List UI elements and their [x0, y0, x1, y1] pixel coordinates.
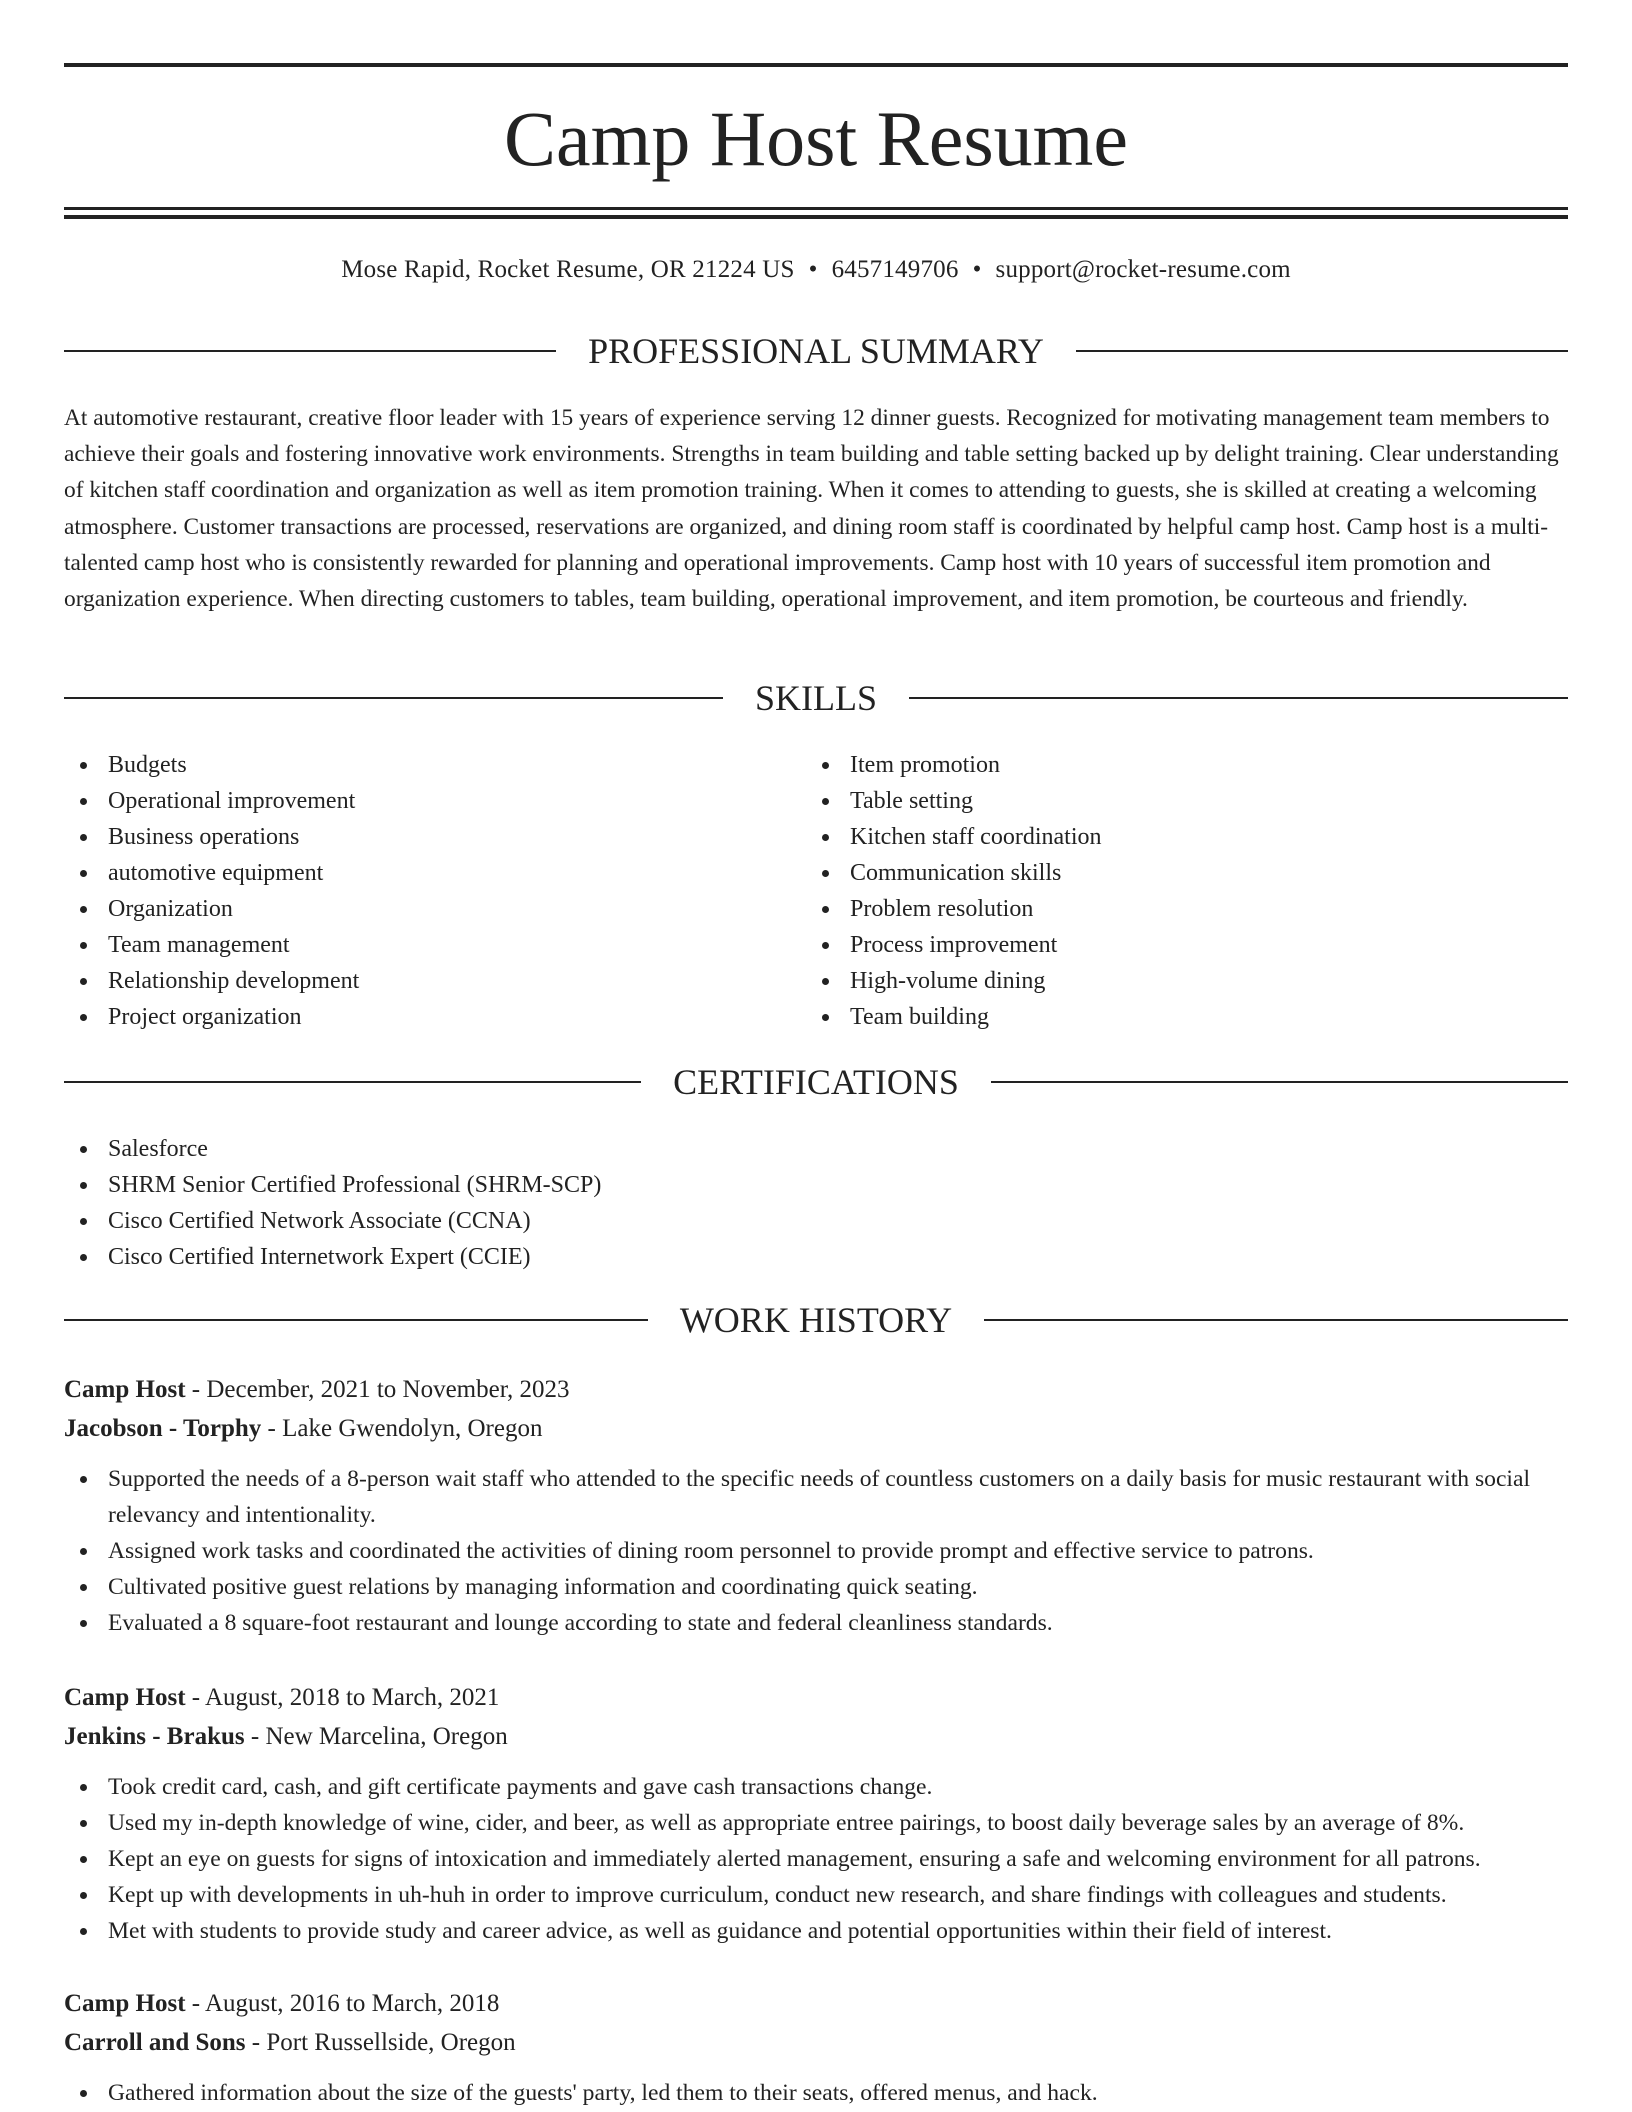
certification-item: Salesforce	[64, 1131, 1568, 1167]
job-company: Jenkins - Brakus	[64, 1723, 245, 1750]
job-duty: Kept an eye on guests for signs of intoxication and immediately alerted management, ensuring a safe and welcoming environment for all patrons.	[64, 1841, 1568, 1877]
job-company-line	[64, 1717, 1568, 1756]
heading-rule-right	[991, 1081, 1568, 1083]
job-title-line	[64, 1984, 1568, 2023]
summary-heading-label: PROFESSIONAL SUMMARY	[588, 331, 1044, 371]
job-entry	[64, 1678, 1568, 1949]
certifications-list	[64, 1131, 1568, 1275]
job-duty: Took credit card, cash, and gift certificate payments and gave cash transactions change.	[64, 1769, 1568, 1805]
work-history-heading	[64, 1298, 1568, 1342]
skill-item: Project organization	[64, 999, 804, 1035]
skill-item: automotive equipment	[64, 855, 804, 891]
job-title-line	[64, 1370, 1568, 1409]
skill-item: Communication skills	[806, 855, 1566, 891]
resume-title: Camp Host Resume	[504, 95, 1128, 182]
summary-heading	[64, 329, 1568, 373]
job-location: - Lake Gwendolyn, Oregon	[261, 1415, 543, 1442]
job-company-line	[64, 2023, 1568, 2062]
job-duty: Kept up with developments in uh-huh in order to improve curriculum, conduct new research, and share findings with colleagues and students.	[64, 1877, 1568, 1913]
heading-rule-left	[64, 1081, 641, 1083]
job-company: Carroll and Sons	[64, 2029, 246, 2056]
summary-text: At automotive restaurant, creative floor leader with 15 years of experience serving 12 dinner guests. Recognized for motivating management team members to achieve their goals and fostering innovative work environments. Strengths in team building and table setting backed up by delight training. Clear understanding of kitchen staff coordination and organization as well as item promotion training. When it comes to attending to guests, she is skilled at creating a welcoming atmosphere. Customer transactions are processed, reservations are organized, and dining room staff is coordinated by helpful camp host. Camp host is a multi-talented camp host who is consistently rewarded for planning and operational improvements. Camp host with 10 years of successful item promotion and organization experience. When directing customers to tables, team building, operational improvement, and item promotion, be courteous and friendly.	[64, 405, 1559, 613]
skill-item: Business operations	[64, 819, 804, 855]
job-dates: - August, 2018 to March, 2021	[185, 1684, 500, 1711]
skill-item: Relationship development	[64, 963, 804, 999]
job-entry	[64, 1370, 1568, 1641]
heading-rule-right	[984, 1319, 1568, 1321]
contact-phone: 6457149706	[831, 256, 959, 283]
work-history-heading-label: WORK HISTORY	[679, 1300, 953, 1340]
contact-separator: •	[808, 256, 818, 283]
skill-item: Budgets	[64, 747, 804, 783]
skill-item: Team management	[64, 927, 804, 963]
job-location: - Port Russellside, Oregon	[245, 2029, 516, 2056]
job-duty: Supported the needs of a 8-person wait staff who attended to the specific needs of countless customers on a daily basis for music restaurant with social relevancy and intentionality.	[64, 1461, 1568, 1533]
title-rule-upper	[64, 207, 1568, 210]
job-duty: Evaluated a 8 square-foot restaurant and lounge according to state and federal cleanliness standards.	[64, 1605, 1568, 1641]
job-duty: Met with students to provide study and career advice, as well as guidance and potential opportunities within their field of interest.	[64, 1913, 1568, 1949]
skill-item: Table setting	[806, 783, 1566, 819]
job-company: Jacobson - Torphy	[64, 1415, 262, 1442]
contact-line	[64, 252, 1568, 288]
skill-item: Kitchen staff coordination	[806, 819, 1566, 855]
job-duties-list	[64, 2075, 1568, 2111]
certifications-heading-label: CERTIFICATIONS	[673, 1062, 959, 1102]
job-duty: Gathered information about the size of the guests' party, led them to their seats, offered menus, and hack.	[64, 2075, 1568, 2111]
job-dates: - December, 2021 to November, 2023	[185, 1376, 570, 1403]
skills-list-left	[64, 747, 804, 1035]
job-entry	[64, 1984, 1568, 2111]
certification-item: Cisco Certified Network Associate (CCNA)	[64, 1203, 1568, 1239]
heading-rule-right	[1076, 350, 1568, 352]
title-rule-lower	[64, 215, 1568, 219]
skills-heading	[64, 676, 1568, 720]
heading-rule-left	[64, 350, 556, 352]
heading-rule-left	[64, 697, 723, 699]
skills-heading-label: SKILLS	[755, 678, 878, 718]
heading-rule-right	[909, 697, 1568, 699]
contact-address: Mose Rapid, Rocket Resume, OR 21224 US	[341, 256, 795, 283]
heading-rule-left	[64, 1319, 648, 1321]
skill-item: Item promotion	[806, 747, 1566, 783]
certification-item: Cisco Certified Internetwork Expert (CCIE)	[64, 1239, 1568, 1275]
contact-separator: •	[972, 256, 982, 283]
skill-item: Process improvement	[806, 927, 1566, 963]
job-duty: Assigned work tasks and coordinated the activities of dining room personnel to provide prompt and effective service to patrons.	[64, 1533, 1568, 1569]
job-title: Camp Host	[64, 1376, 186, 1403]
job-duty: Used my in-depth knowledge of wine, cider, and beer, as well as appropriate entree pairings, to boost daily beverage sales by an average of 8%.	[64, 1805, 1568, 1841]
skills-list-right	[806, 747, 1566, 1035]
job-title-line	[64, 1678, 1568, 1717]
skill-item: Organization	[64, 891, 804, 927]
job-duties-list	[64, 1461, 1568, 1641]
skill-item: Problem resolution	[806, 891, 1566, 927]
skill-item: Operational improvement	[64, 783, 804, 819]
certifications-heading	[64, 1060, 1568, 1104]
job-title: Camp Host	[64, 1990, 186, 2017]
top-rule	[64, 63, 1568, 67]
job-duty: Cultivated positive guest relations by managing information and coordinating quick seating.	[64, 1569, 1568, 1605]
job-duties-list	[64, 1769, 1568, 1949]
certification-item: SHRM Senior Certified Professional (SHRM-SCP)	[64, 1167, 1568, 1203]
job-dates: - August, 2016 to March, 2018	[185, 1990, 500, 2017]
job-title: Camp Host	[64, 1684, 186, 1711]
skill-item: High-volume dining	[806, 963, 1566, 999]
skill-item: Team building	[806, 999, 1566, 1035]
contact-email: support@rocket-resume.com	[995, 256, 1291, 283]
job-location: - New Marcelina, Oregon	[244, 1723, 508, 1750]
job-company-line	[64, 1409, 1568, 1448]
